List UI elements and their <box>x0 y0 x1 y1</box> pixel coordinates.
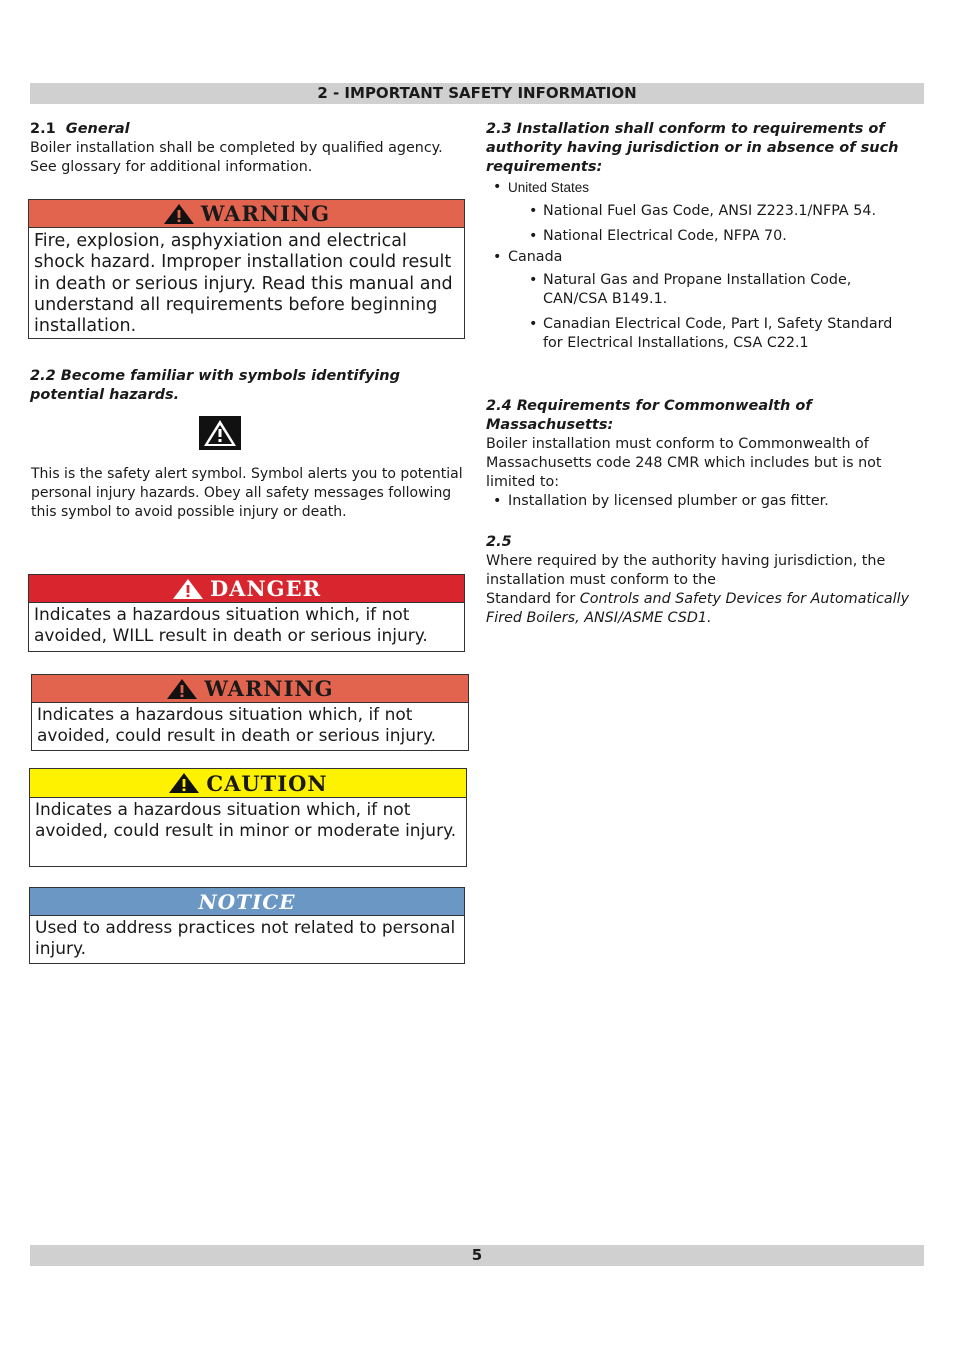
alert-triangle-icon <box>166 678 198 700</box>
s24-list <box>486 492 926 511</box>
notice-text: Used to address practices not related to personal injury. <box>35 918 456 960</box>
s23-heading: 2.3 Installation shall conform to requirements of authority having jurisdiction or in absence of such requirements: <box>486 121 899 175</box>
list-item: • National Electrical Code, NFPA 70. <box>486 227 926 246</box>
list-item: • United States <box>486 178 926 198</box>
s25-text: Where required by the authority having jurisdiction, the installation must conform to the Standard for Controls and Safety Devices for Automatically Fired Boilers, ANSI/ASME CSD1. <box>486 553 910 626</box>
s24-heading: 2.4 Requirements for Commonwealth of Massachusetts: <box>486 398 812 433</box>
footer-bar <box>30 1245 924 1266</box>
warning-header: WARNING <box>29 200 464 228</box>
danger-header: DANGER <box>29 575 464 603</box>
s23-list <box>486 178 926 198</box>
alert-triangle-icon <box>172 578 204 600</box>
caution-text: Indicates a hazardous situation which, if not avoided, could result in minor or moderate injury. <box>35 800 457 842</box>
section-header-bar <box>30 83 924 104</box>
right-column <box>486 120 926 628</box>
caution-box <box>29 768 467 867</box>
alert-triangle-icon <box>163 203 195 225</box>
alert-triangle-icon <box>168 772 200 794</box>
s22-heading: 2.2 Become familiar with symbols identifying potential hazards. <box>30 368 400 403</box>
danger-text: Indicates a hazardous situation which, if not avoided, WILL result in death or serious injury. <box>34 605 428 647</box>
notice-box <box>29 887 465 964</box>
list-item: • Canada <box>486 248 926 267</box>
warning-text-2: Indicates a hazardous situation which, if not avoided, could result in death or serious injury. <box>37 705 437 747</box>
notice-header: NOTICE <box>30 888 464 916</box>
warning-header-2: WARNING <box>32 675 468 703</box>
canada-sublist <box>486 271 926 353</box>
s21-heading: 2.1 General <box>30 121 130 137</box>
s21-text: Boiler installation shall be completed by qualified agency. See glossary for additional information. <box>30 140 443 175</box>
list-item: • Natural Gas and Propane Installation Code, CAN/CSA B149.1. <box>486 271 873 309</box>
safety-alert-symbol-icon <box>199 416 241 450</box>
s24-text: Boiler installation must conform to Commonwealth of Massachusetts code 248 CMR which includes but is not limited to: <box>486 436 882 490</box>
warning-text-1: Fire, explosion, asphyxiation and electrical shock hazard. Improper installation could result in death or serious injury. Read this manual and understand all requirements before beginning installation. <box>34 231 453 337</box>
s25-heading: 2.5 <box>486 534 512 550</box>
left-column <box>30 120 470 177</box>
caution-header: CAUTION <box>30 769 466 798</box>
page-number: 5 <box>471 1246 483 1264</box>
warning-box-2 <box>31 674 469 751</box>
danger-box <box>28 574 465 652</box>
us-sublist <box>486 202 926 246</box>
list-item: • National Fuel Gas Code, ANSI Z223.1/NFPA 54. <box>486 202 926 221</box>
list-item: • Canadian Electrical Code, Part I, Safety Standard for Electrical Installations, CSA C22.1 <box>486 315 913 353</box>
list-item: • Installation by licensed plumber or gas fitter. <box>486 492 926 511</box>
s22-text: This is the safety alert symbol. Symbol alerts you to potential personal injury hazards. Obey all safety messages following this symbol to avoid possible injury or death. <box>31 466 463 520</box>
warning-box-1 <box>28 199 465 339</box>
section-title: 2 - IMPORTANT SAFETY INFORMATION <box>317 84 637 102</box>
canada-list <box>486 248 926 267</box>
